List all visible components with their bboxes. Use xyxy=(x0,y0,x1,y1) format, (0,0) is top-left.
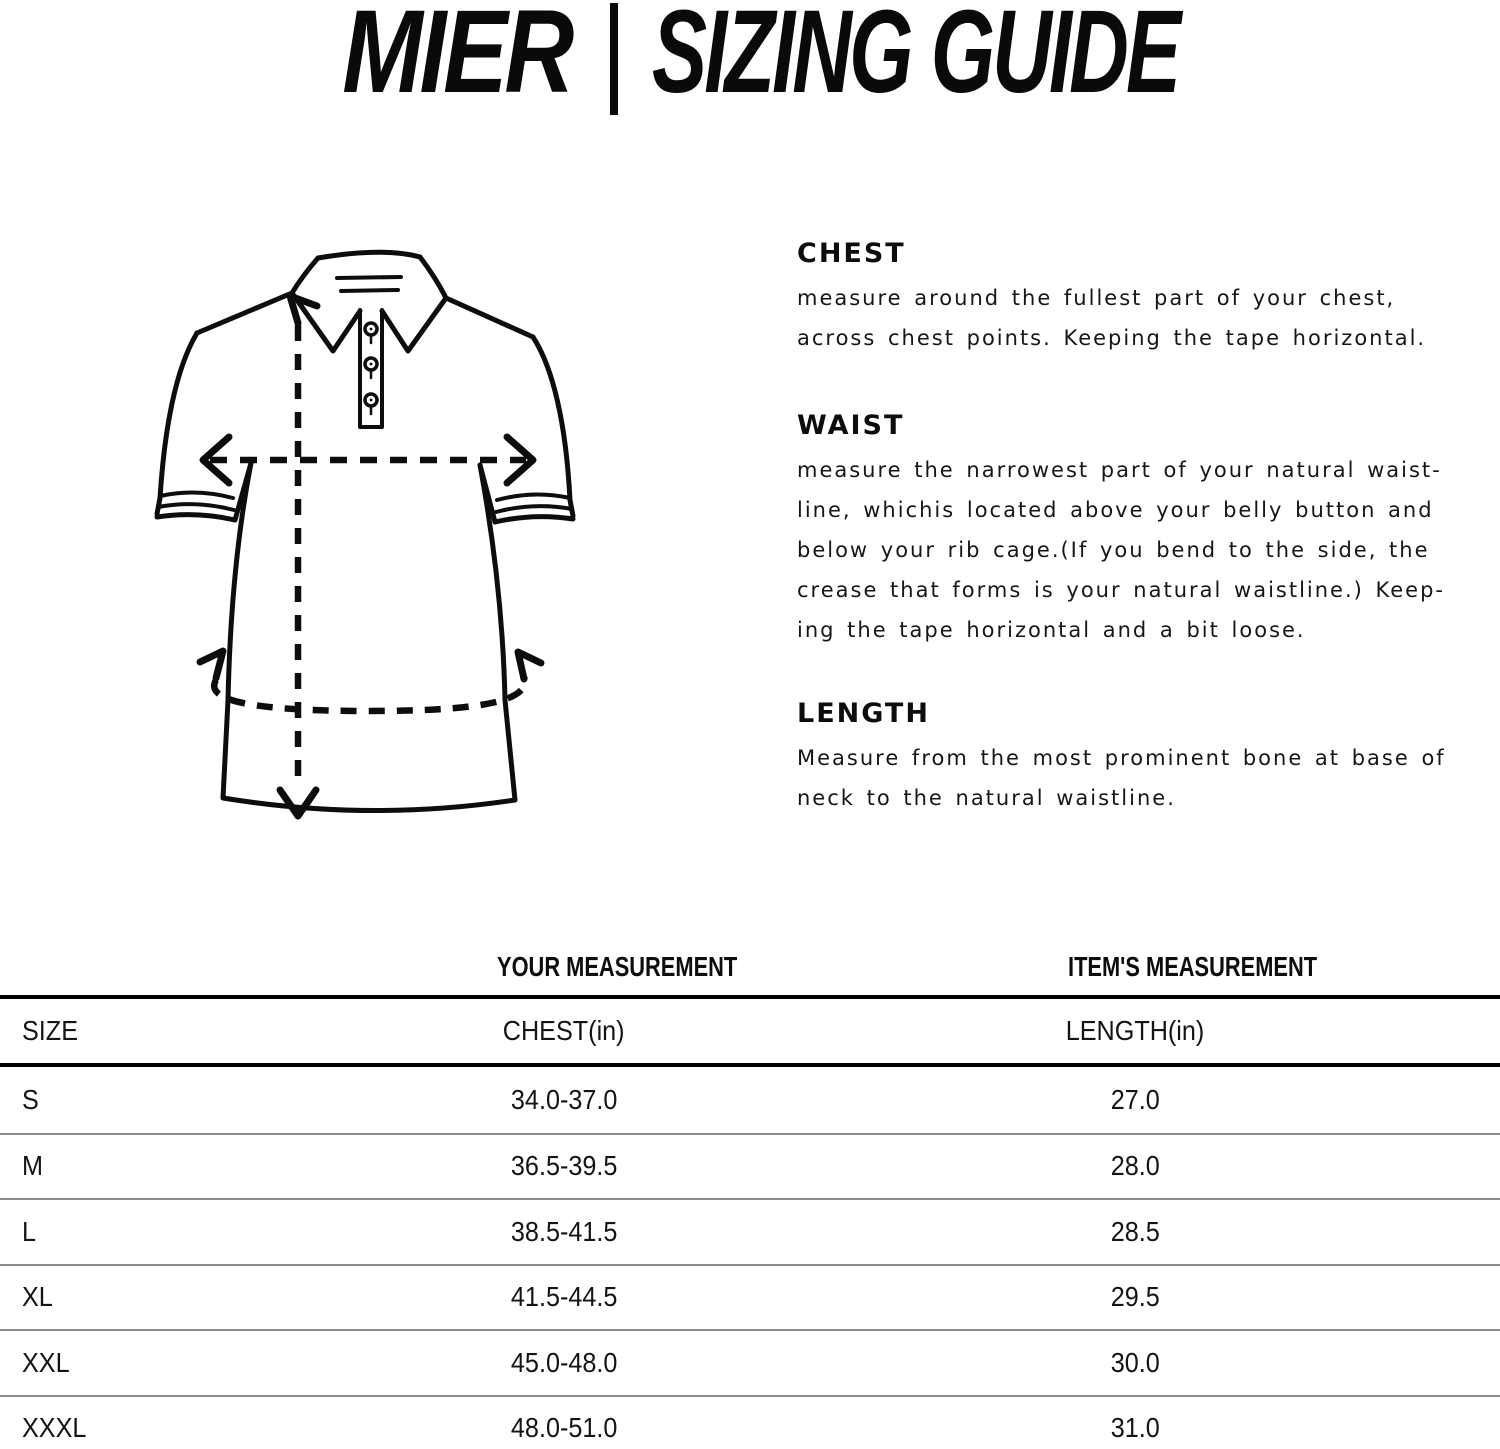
cell-size: L xyxy=(22,1215,37,1247)
section-waist xyxy=(797,410,1477,650)
cell-length: 29.5 xyxy=(1110,1281,1160,1313)
section-waist-heading: WAIST xyxy=(797,410,905,441)
table-row-xxl xyxy=(0,1329,1500,1395)
column-header-size: SIZE xyxy=(22,1015,79,1046)
logo-divider-bar xyxy=(610,3,618,115)
shirt-outline xyxy=(157,252,573,810)
cell-length: 28.0 xyxy=(1110,1150,1160,1182)
brand-logo: MIER xyxy=(342,0,571,118)
cell-chest: 48.0-51.0 xyxy=(510,1412,618,1444)
cell-chest: 36.5-39.5 xyxy=(510,1150,618,1182)
table-header-row xyxy=(0,999,1500,1063)
cell-chest: 38.5-41.5 xyxy=(510,1215,618,1247)
cell-chest: 45.0-48.0 xyxy=(510,1346,618,1378)
section-length-heading: LENGTH xyxy=(797,698,930,729)
table-row-l xyxy=(0,1198,1500,1264)
cell-length: 30.0 xyxy=(1110,1346,1160,1378)
length-measure-line xyxy=(280,296,317,816)
table-row-xxxl xyxy=(0,1395,1500,1449)
section-chest xyxy=(797,238,1477,358)
size-table-body xyxy=(0,1067,1500,1449)
section-length xyxy=(797,698,1477,818)
group-header-your-measurement: YOUR MEASUREMENT xyxy=(497,951,738,982)
waist-measure-line xyxy=(200,651,541,711)
cell-size: XL xyxy=(22,1281,53,1313)
cell-size: S xyxy=(22,1083,39,1115)
cell-length: 31.0 xyxy=(1110,1412,1160,1444)
cell-size: M xyxy=(22,1150,43,1182)
cell-chest: 41.5-44.5 xyxy=(510,1281,618,1313)
page-title: SIZING GUIDE xyxy=(652,0,1179,118)
table-row-s xyxy=(0,1067,1500,1133)
column-header-length: LENGTH(in) xyxy=(1065,1015,1205,1046)
section-waist-body: measure the narrowest part of your natural waist- line, whichis located above your belly button and below your rib cage.(If you bend to the side, the crease that forms is your natural waistline.) Keep- ing the tape horizontal and a bit loose. xyxy=(797,458,1445,642)
table-row-m xyxy=(0,1133,1500,1199)
group-header-items-measurement: ITEM'S MEASUREMENT xyxy=(1068,951,1318,982)
cell-chest: 34.0-37.0 xyxy=(510,1083,618,1115)
cell-size: XXL xyxy=(22,1346,70,1378)
cell-length: 27.0 xyxy=(1110,1083,1160,1115)
table-row-xl xyxy=(0,1264,1500,1330)
polo-shirt-diagram xyxy=(140,230,640,880)
cell-size: XXXL xyxy=(22,1412,87,1444)
section-length-body: Measure from the most prominent bone at base of neck to the natural waistline. xyxy=(797,746,1446,810)
section-chest-body: measure around the fullest part of your chest, across chest points. Keeping the tape horizontal. xyxy=(797,286,1427,350)
column-header-chest: CHEST(in) xyxy=(503,1015,625,1046)
section-chest-heading: CHEST xyxy=(797,238,906,269)
cell-length: 28.5 xyxy=(1110,1215,1160,1247)
